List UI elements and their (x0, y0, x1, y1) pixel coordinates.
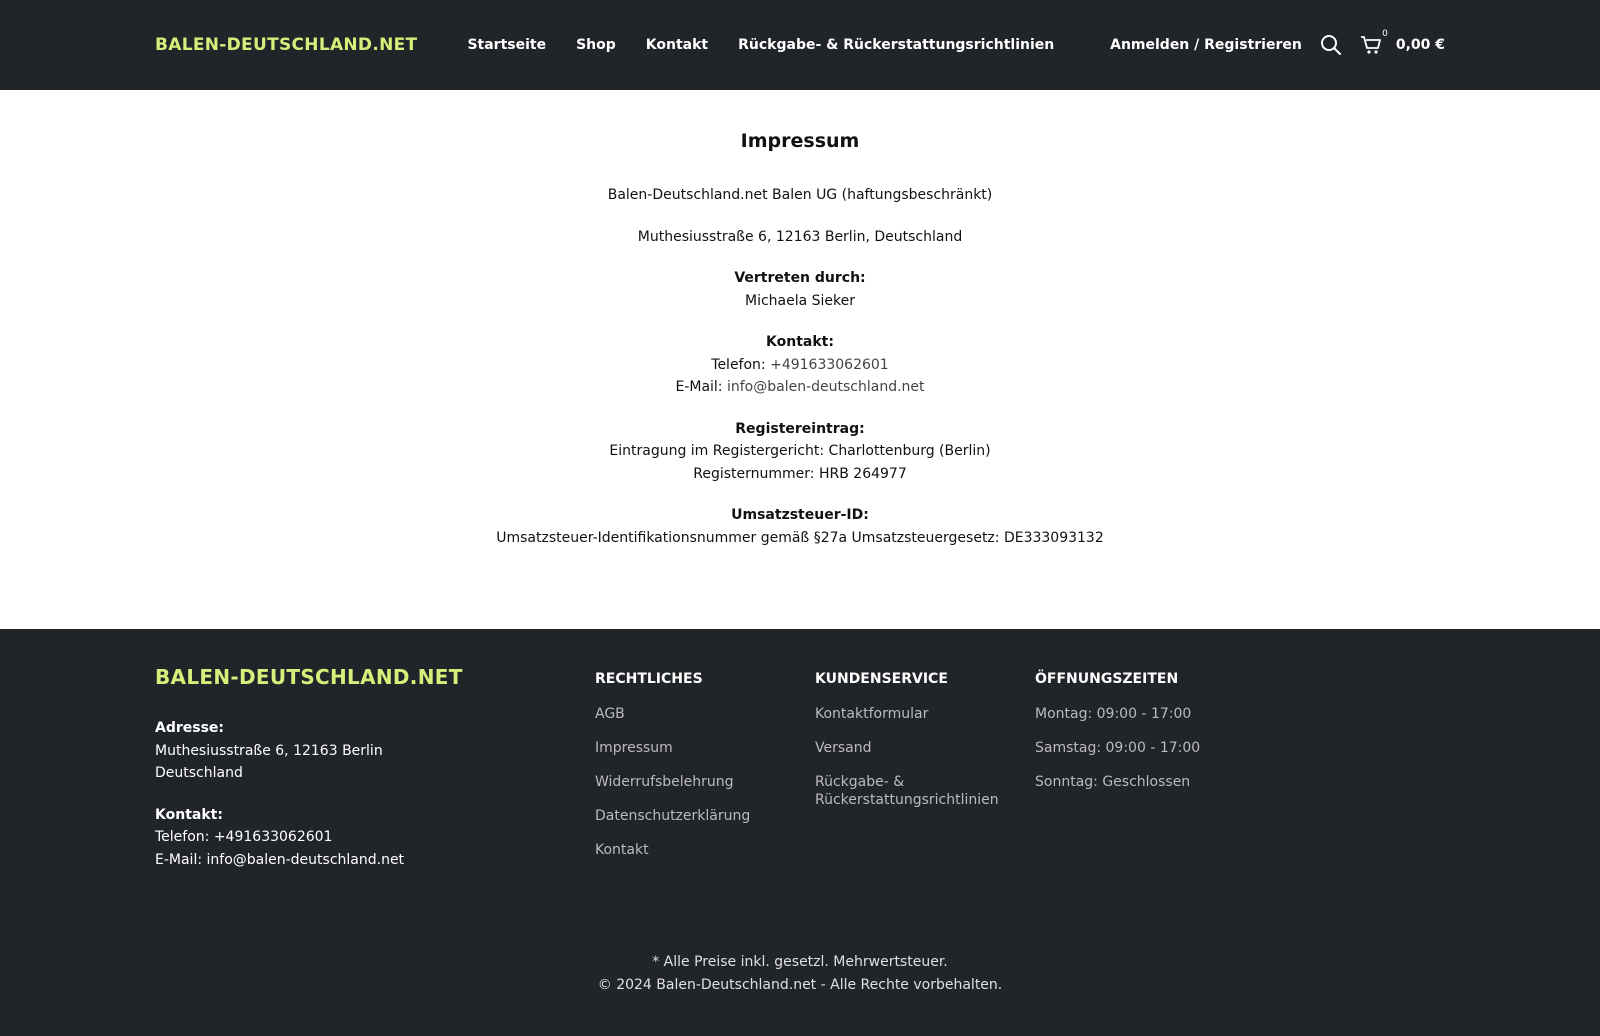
site-header (0, 0, 1600, 90)
footer-link-agb[interactable]: AGB (595, 706, 625, 722)
footer-contact-label: Kontakt: (155, 806, 223, 823)
representative-name: Michaela Sieker (744, 292, 856, 309)
footer-link-datenschutz[interactable]: Datenschutzerklärung (595, 808, 751, 824)
phone-link[interactable]: +491633062601 (770, 356, 889, 373)
footer-link-kontaktformular[interactable]: Kontaktformular (815, 706, 929, 722)
price-note: * Alle Preise inkl. gesetzl. Mehrwertsteuer. (652, 954, 948, 970)
contact-block (0, 331, 1600, 399)
footer-service-heading: KUNDENSERVICE (815, 671, 948, 687)
footer-hours-heading: ÖFFNUNGSZEITEN (1035, 671, 1179, 687)
header-actions (1110, 29, 1445, 56)
vat-label: Umsatzsteuer-ID: (731, 507, 869, 523)
cart-count-badge: 0 (1382, 29, 1388, 39)
footer-email-label: E-Mail: (155, 851, 207, 868)
phone-label: Telefon: (711, 356, 771, 373)
footer-bottom (0, 951, 1600, 997)
contact-label: Kontakt: (766, 334, 834, 350)
footer-link-rueckgabe[interactable]: Rückgabe- & Rückerstattungsrichtlinien (815, 774, 999, 808)
representative-block (0, 267, 1600, 312)
copyright: © 2024 Balen-Deutschland.net - Alle Rechte vorbehalten. (597, 977, 1003, 993)
nav-kontakt[interactable]: Kontakt (645, 37, 709, 53)
main-nav (467, 37, 1084, 53)
register-block (0, 418, 1600, 486)
nav-startseite[interactable]: Startseite (467, 37, 547, 53)
footer-address-line1: Muthesiusstraße 6, 12163 Berlin (155, 742, 383, 759)
hours-sunday: Sonntag: Geschlossen (1035, 774, 1191, 790)
footer-col-legal (595, 671, 805, 875)
representative-label: Vertreten durch: (734, 270, 866, 286)
footer-phone-label: Telefon: (155, 829, 214, 845)
login-register-link[interactable]: Anmelden / Registrieren (1110, 37, 1302, 53)
email-link[interactable]: info@balen-deutschland.net (726, 379, 925, 395)
footer-address-line2: Deutschland (155, 765, 243, 781)
cart-icon[interactable] (1360, 29, 1388, 55)
email-label: E-Mail: (675, 379, 727, 395)
footer-col-service (815, 671, 1025, 825)
footer-legal-heading: RECHTLICHES (595, 671, 703, 687)
cart-total[interactable]: 0,00 € (1395, 37, 1445, 53)
footer-email-link[interactable]: info@balen-deutschland.net (206, 851, 405, 868)
site-logo[interactable]: BALEN-DEUTSCHLAND.NET (155, 35, 418, 55)
page-title: Impressum (740, 130, 860, 152)
hours-saturday: Samstag: 09:00 - 17:00 (1035, 740, 1201, 756)
nav-rueckgabe[interactable]: Rückgabe- & Rückerstattungsrichtlinien (738, 37, 1055, 53)
footer-link-kontakt[interactable]: Kontakt (595, 842, 649, 858)
company-address: Muthesiusstraße 6, 12163 Berlin, Deutschland (637, 228, 963, 245)
register-label: Registereintrag: (735, 420, 865, 437)
footer-col-hours (1035, 671, 1245, 807)
footer-phone-link[interactable]: +491633062601 (213, 829, 333, 845)
site-footer (0, 629, 1600, 1036)
vat-block (0, 504, 1600, 549)
hours-monday: Montag: 09:00 - 17:00 (1035, 706, 1192, 722)
company-name: Balen-Deutschland.net Balen UG (haftungsbeschränkt) (607, 187, 993, 203)
vat-text: Umsatzsteuer-Identifikationsnummer gemäß §27a Umsatzsteuergesetz: DE333093132 (496, 529, 1104, 546)
impressum-content (0, 90, 1600, 629)
footer-link-widerruf[interactable]: Widerrufsbelehrung (595, 774, 734, 790)
nav-shop[interactable]: Shop (576, 37, 616, 53)
footer-address-label: Adresse: (155, 720, 225, 736)
footer-link-versand[interactable]: Versand (815, 740, 872, 756)
register-court: Eintragung im Registergericht: Charlottenburg (Berlin) (609, 443, 991, 459)
register-number: Registernummer: HRB 264977 (693, 465, 907, 482)
footer-address (155, 717, 404, 890)
footer-link-impressum[interactable]: Impressum (595, 740, 673, 756)
footer-logo[interactable]: BALEN-DEUTSCHLAND.NET (155, 665, 463, 689)
search-icon[interactable] (1320, 34, 1342, 56)
